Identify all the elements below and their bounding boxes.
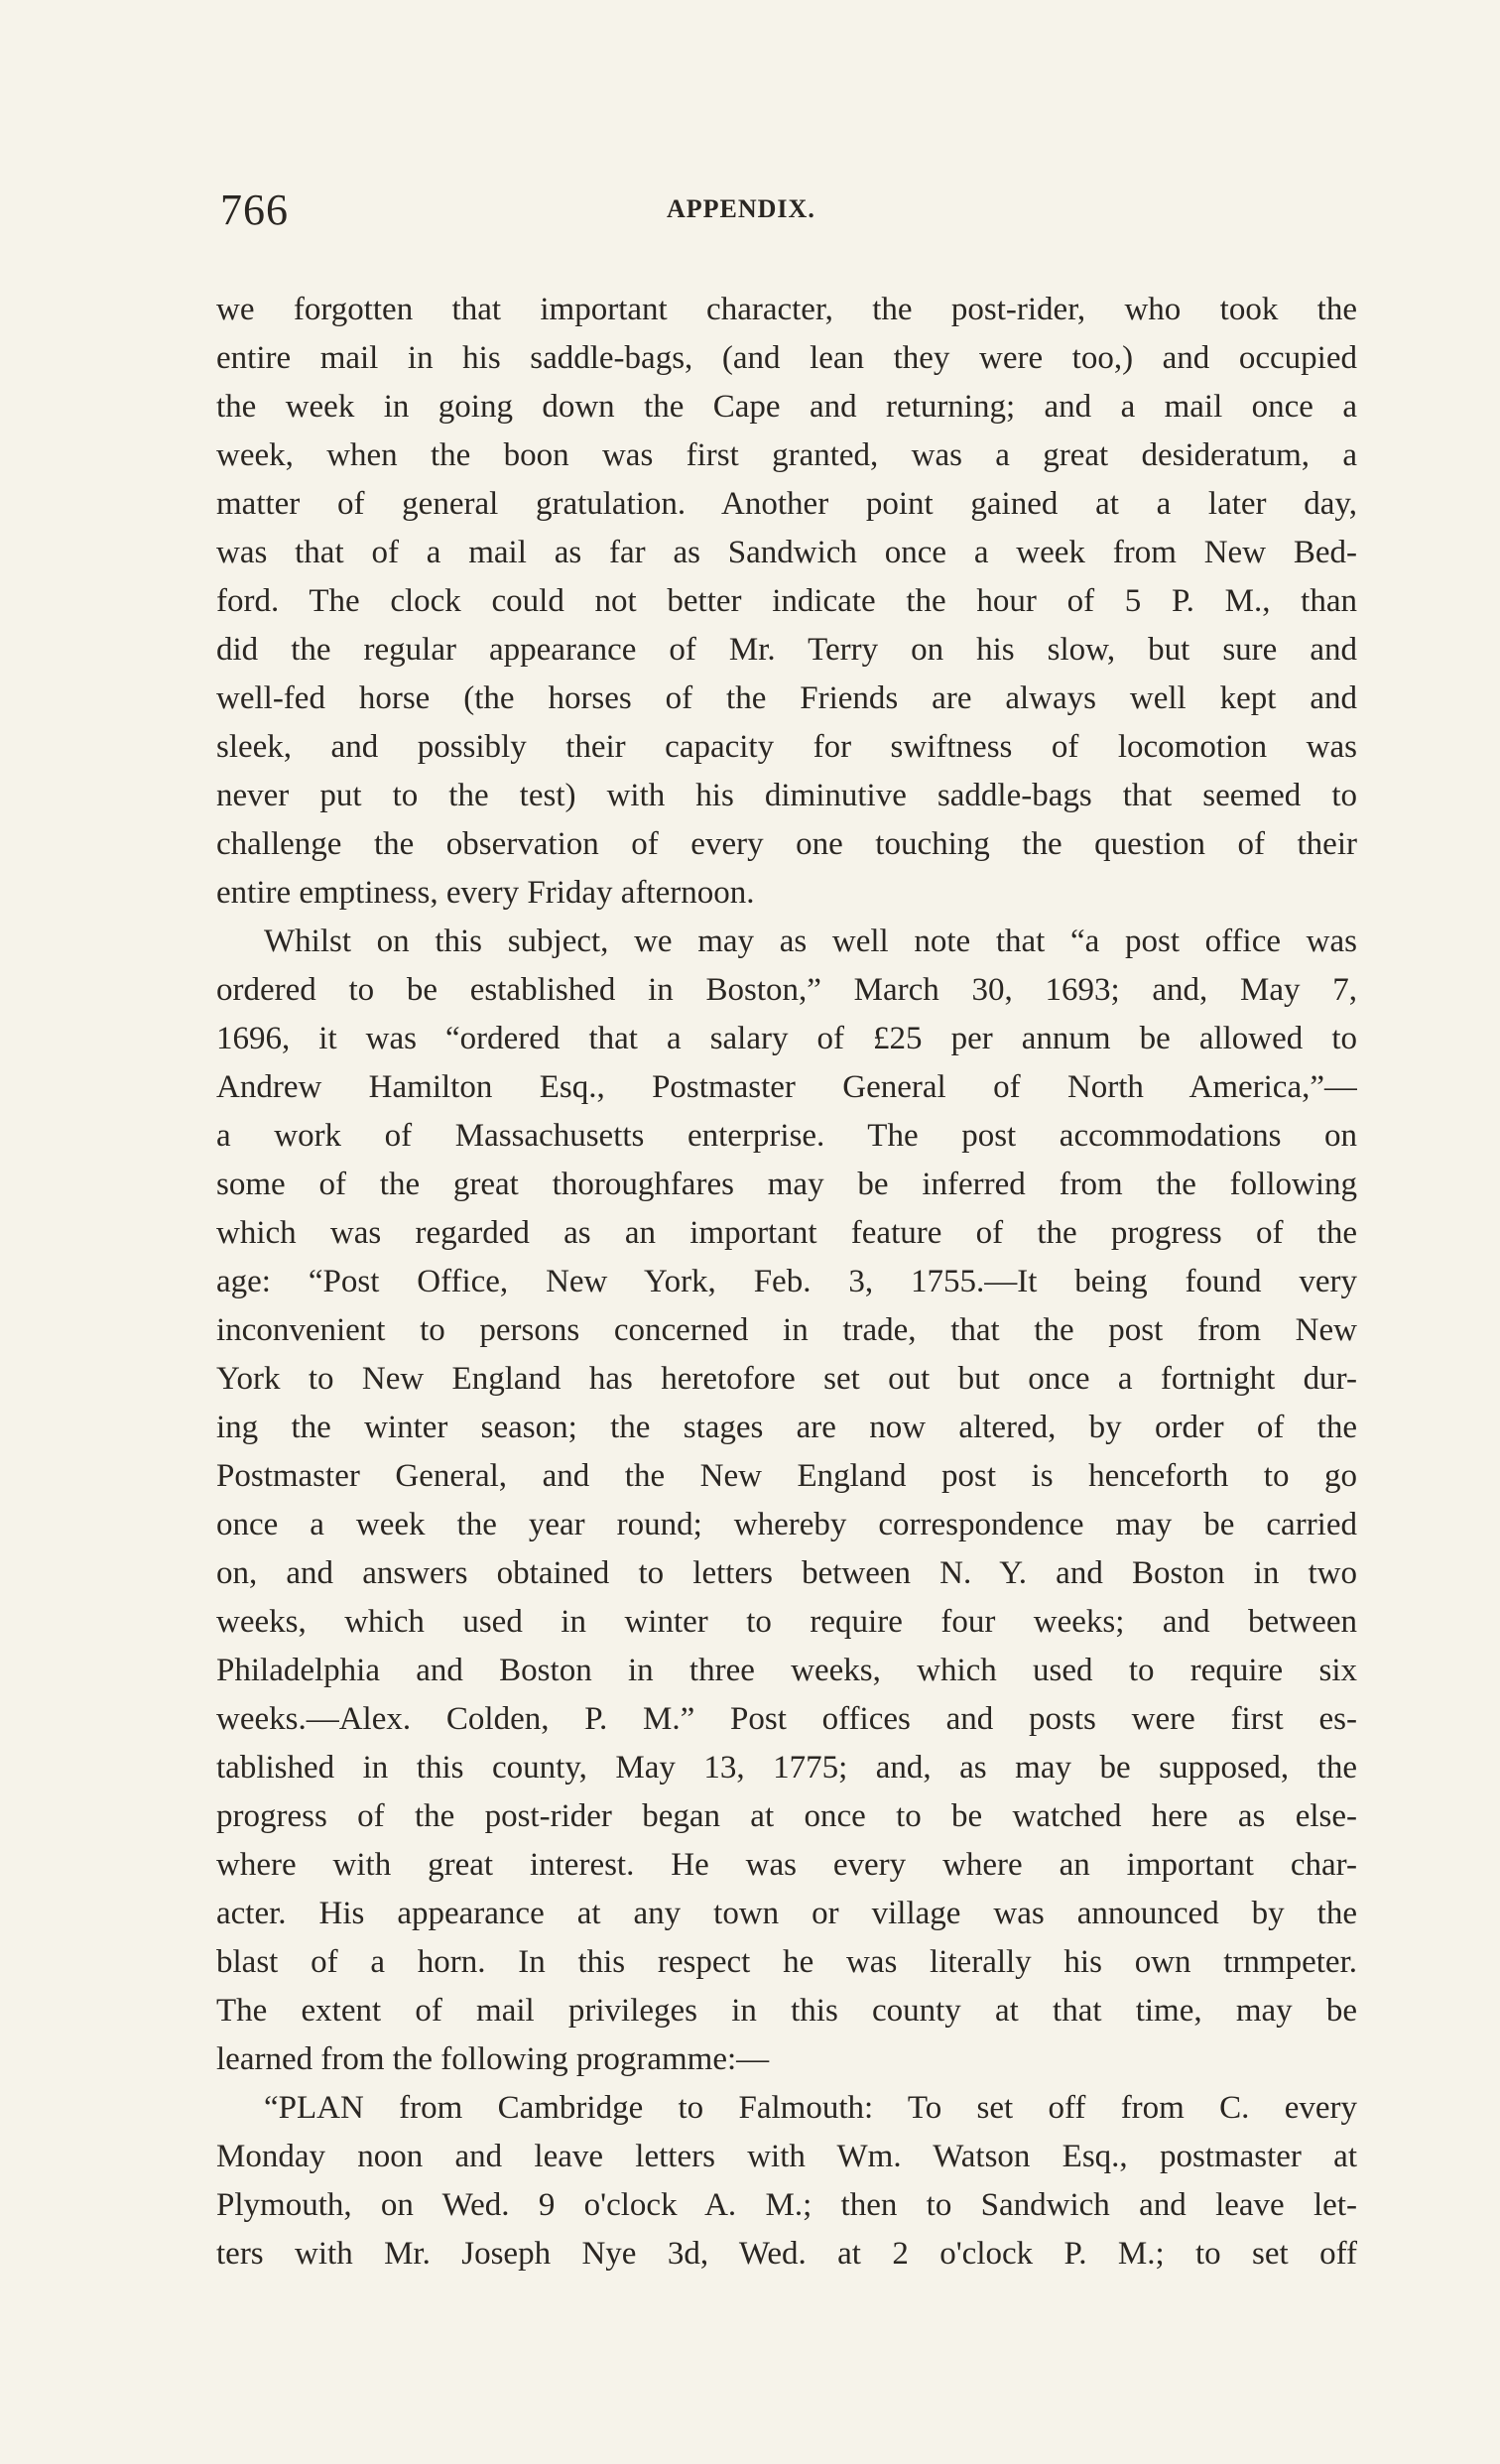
text-line: matter of general gratulation. Another point gained at a later day, <box>216 486 1357 522</box>
running-head: APPENDIX. <box>667 194 815 223</box>
text-line: ford. The clock could not better indicate the hour of 5 P. M., than <box>216 583 1357 619</box>
text-line: ing the winter season; the stages are now altered, by order of the <box>216 1410 1357 1445</box>
text-line: “PLAN from Cambridge to Falmouth: To set off from C. every <box>264 2090 1357 2126</box>
page-number: 766 <box>220 185 289 234</box>
text-line: week, when the boon was first granted, was a great desideratum, a <box>216 437 1357 473</box>
text-line: York to New England has heretofore set out but once a fortnight dur- <box>216 1361 1357 1397</box>
text-line: Postmaster General, and the New England post is henceforth to go <box>216 1458 1357 1494</box>
text-line: some of the great thoroughfares may be inferred from the following <box>216 1167 1357 1202</box>
text-line: well-fed horse (the horses of the Friends are always well kept and <box>216 680 1357 716</box>
text-line: The extent of mail privileges in this county at that time, may be <box>216 1993 1357 2029</box>
text-line: challenge the observation of every one touching the question of their <box>216 826 1357 862</box>
text-line: was that of a mail as far as Sandwich once a week from New Bed- <box>216 535 1357 570</box>
body-text <box>216 286 1357 2279</box>
text-line: learned from the following programme:— <box>216 2041 770 2077</box>
text-line: did the regular appearance of Mr. Terry on his slow, but sure and <box>216 632 1357 668</box>
text-line: Plymouth, on Wed. 9 o'clock A. M.; then to Sandwich and leave let- <box>216 2187 1357 2223</box>
page-header <box>220 185 1351 244</box>
text-line: on, and answers obtained to letters between N. Y. and Boston in two <box>216 1555 1357 1591</box>
text-line: we forgotten that important character, the post-rider, who took the <box>216 292 1357 327</box>
text-line: blast of a horn. In this respect he was literally his own trnmpeter. <box>216 1944 1357 1980</box>
text-line: Philadelphia and Boston in three weeks, which used to require six <box>216 1653 1357 1688</box>
text-line: tablished in this county, May 13, 1775; and, as may be supposed, the <box>216 1750 1357 1786</box>
text-line: ters with Mr. Joseph Nye 3d, Wed. at 2 o'clock P. M.; to set off <box>216 2236 1357 2272</box>
text-line: weeks, which used in winter to require four weeks; and between <box>216 1604 1357 1640</box>
text-line: never put to the test) with his diminutive saddle-bags that seemed to <box>216 778 1357 813</box>
text-line: the week in going down the Cape and returning; and a mail once a <box>216 389 1357 425</box>
text-line: Whilst on this subject, we may as well note that “a post office was <box>264 924 1357 959</box>
text-line: weeks.—Alex. Colden, P. M.” Post offices and posts were first es- <box>216 1701 1357 1737</box>
text-line: age: “Post Office, New York, Feb. 3, 1755.—It being found very <box>216 1264 1357 1299</box>
text-line: once a week the year round; whereby correspondence may be carried <box>216 1507 1357 1542</box>
text-line: where with great interest. He was every where an important char- <box>216 1847 1357 1883</box>
text-line: a work of Massachusetts enterprise. The post accommodations on <box>216 1118 1357 1154</box>
text-line: Monday noon and leave letters with Wm. Watson Esq., postmaster at <box>216 2139 1357 2174</box>
text-line: progress of the post-rider began at once to be watched here as else- <box>216 1798 1357 1834</box>
text-line: acter. His appearance at any town or village was announced by the <box>216 1896 1357 1931</box>
text-line: entire mail in his saddle-bags, (and lean they were too,) and occupied <box>216 340 1357 376</box>
text-line: 1696, it was “ordered that a salary of £25 per annum be allowed to <box>216 1021 1357 1056</box>
text-line: which was regarded as an important feature of the progress of the <box>216 1215 1357 1251</box>
text-line: entire emptiness, every Friday afternoon. <box>216 875 755 911</box>
text-line: inconvenient to persons concerned in trade, that the post from New <box>216 1312 1357 1348</box>
text-line: Andrew Hamilton Esq., Postmaster General of North America,”— <box>216 1069 1357 1105</box>
text-line: sleek, and possibly their capacity for swiftness of locomotion was <box>216 729 1357 765</box>
text-line: ordered to be established in Boston,” March 30, 1693; and, May 7, <box>216 972 1357 1008</box>
